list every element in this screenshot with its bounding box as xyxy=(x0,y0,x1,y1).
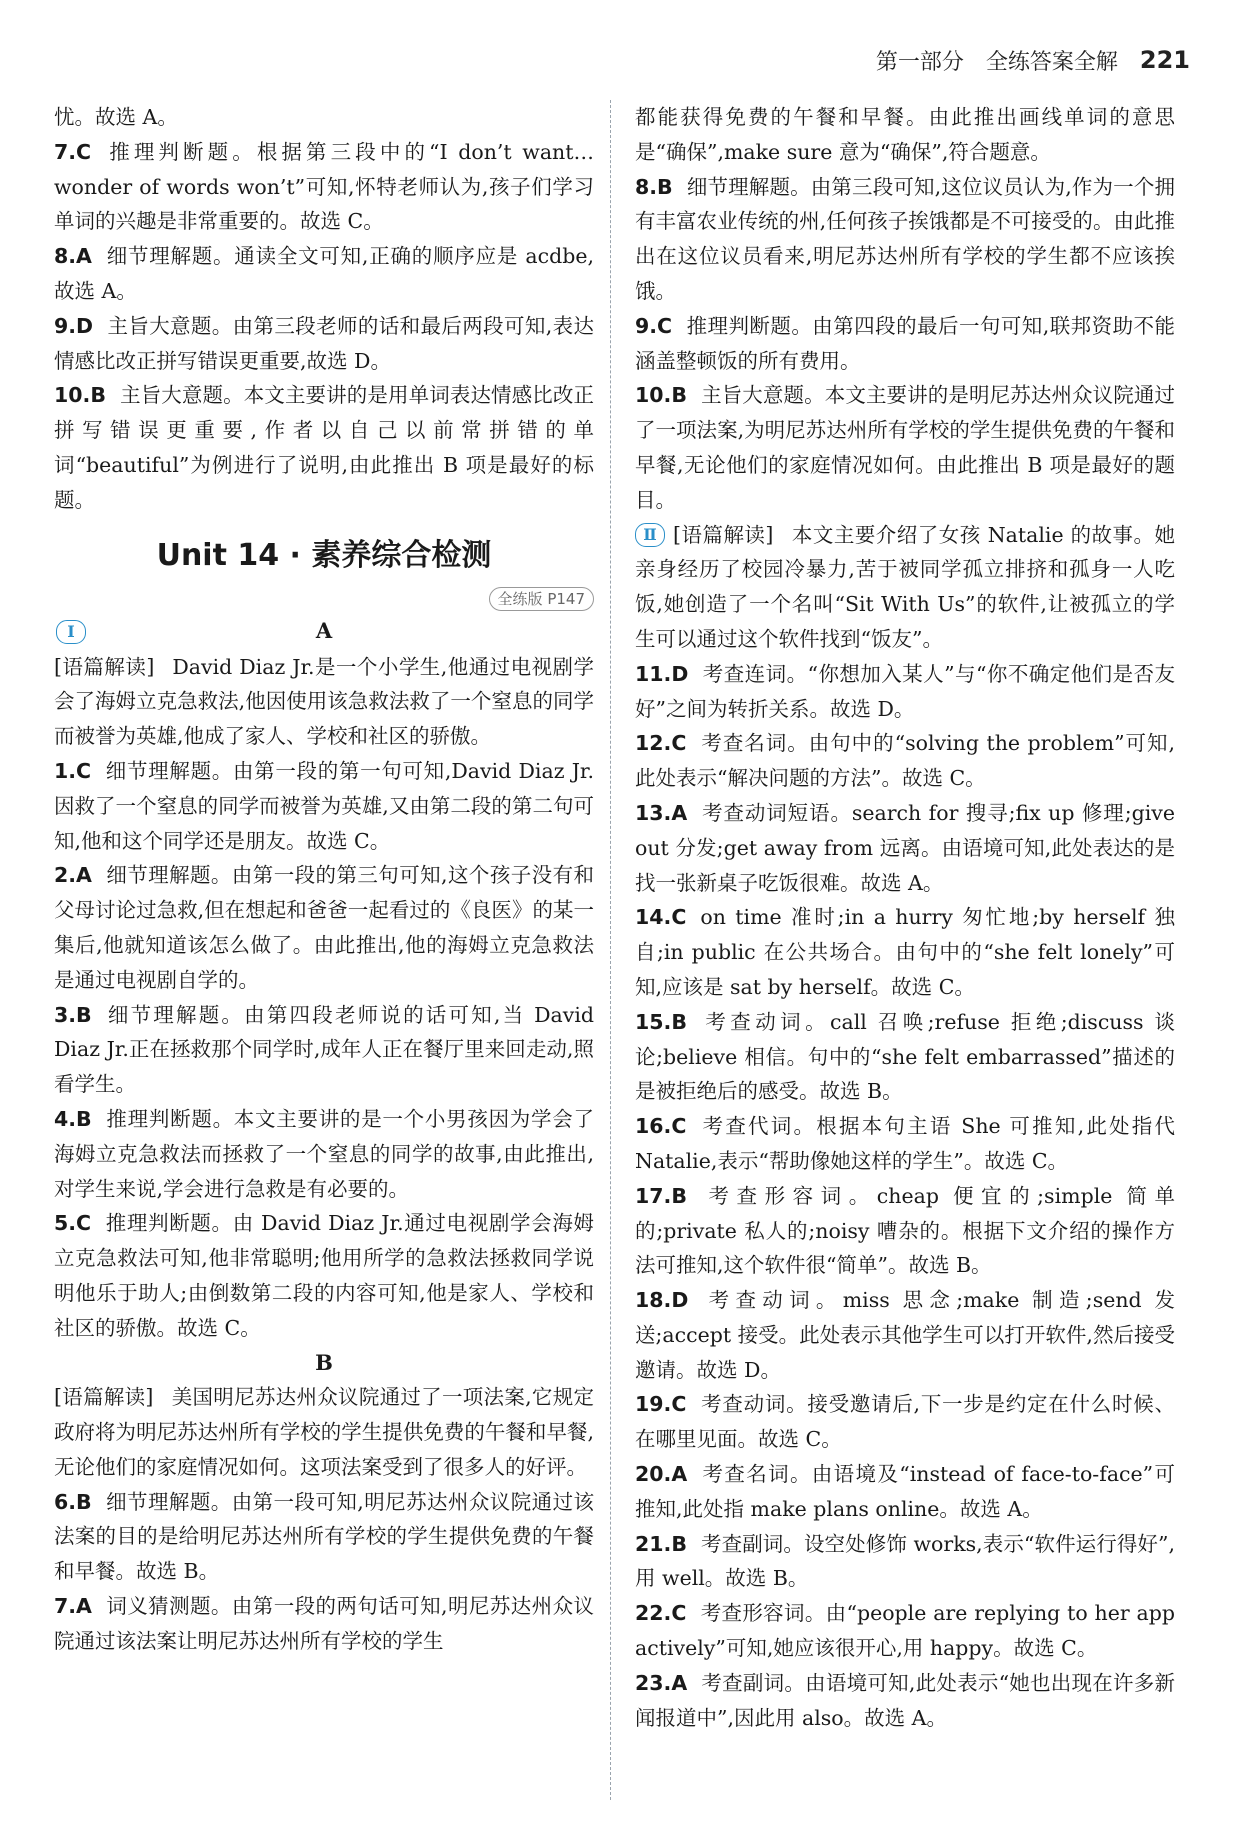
answer-number: 10.B xyxy=(54,383,106,408)
answer-explanation: 考查代词。根据本句主语 She 可推知,此处指代 Natalie,表示“帮助像她这样的学生”。故选 C。 xyxy=(635,1114,1175,1173)
answer-explanation: 主旨大意题。本文主要讲的是明尼苏达州众议院通过了一项法案,为明尼苏达州所有学校的学生提供免费的午餐和早餐,无论他们的家庭情况如何。由此推出 B 项是最好的题目。 xyxy=(635,383,1175,512)
answer-explanation: 考查动词。miss 思念;make 制造;send 发送;accept 接受。此处表示其他学生可以打开软件,然后接受邀请。故选 D。 xyxy=(635,1288,1175,1382)
answer-number: 9.D xyxy=(54,313,94,338)
answer-explanation: 考查名词。由语境及“instead of face-to-face”可推知,此处指 make plans online。故选 A。 xyxy=(635,1462,1175,1521)
passage-tag: [语篇解读] xyxy=(54,1385,154,1410)
answer-number: 12.C xyxy=(635,731,687,756)
answer-number: 3.B xyxy=(54,1002,92,1027)
answer-explanation: 推理判断题。由 David Diaz Jr.通过电视剧学会海姆立克急救法可知,他非常聪明;他用所学的急救法拯救同学说明他乐于助人;由倒数第二段的内容可知,他是家人、学校和社区的骄傲。故选 C。 xyxy=(54,1211,594,1340)
answer-item xyxy=(54,754,594,858)
answer-explanation: 考查形容词。cheap 便宜的;simple 简单的;private 私人的;noisy 嘈杂的。根据下文介绍的操作方法可推知,这个软件很“简单”。故选 B。 xyxy=(635,1183,1175,1278)
answer-number: 1.C xyxy=(54,758,92,783)
answer-item xyxy=(635,726,1175,796)
answer-explanation: 考查动词。call 召唤;refuse 拒绝;discuss 谈论;believe 相信。句中的“she felt embarrassed”描述的是被拒绝后的感受。故选 B。 xyxy=(635,1009,1175,1104)
answer-number: 23.A xyxy=(635,1670,688,1695)
answer-list xyxy=(54,754,594,1346)
answer-list xyxy=(54,1485,594,1659)
answer-item xyxy=(54,1589,594,1659)
answer-explanation: 考查副词。由语境可知,此处表示“她也出现在许多新闻报道中”,因此用 also。故选 A。 xyxy=(635,1670,1175,1730)
answer-item xyxy=(54,1102,594,1206)
answer-item xyxy=(54,1206,594,1345)
answer-item xyxy=(635,1109,1175,1179)
continuation-text: 忧。故选 A。 xyxy=(54,105,178,129)
header-part: 第一部分 xyxy=(875,49,964,75)
answer-number: 14.C xyxy=(635,905,687,930)
passage-text: 本文主要介绍了女孩 Natalie 的故事。她亲身经历了校园冷暴力,苦于被同学孤立排挤和孤身一人吃饭,她创造了一个名叫“Sit With Us”的软件,让被孤立的学生可以通过这个软件找到“饭友”。 xyxy=(635,522,1175,651)
passage-text: David Diaz Jr.是一个小学生,他通过电视剧学会了海姆立克急救法,他因使用该急救法救了一个窒息的同学而被誉为英雄,他成了家人、学校和社区的骄傲。 xyxy=(54,654,595,749)
answer-number: 21.B xyxy=(635,1531,687,1556)
answer-item xyxy=(54,309,594,379)
section-head xyxy=(54,614,594,650)
answer-explanation: 细节理解题。由第三段可知,这位议员认为,作为一个拥有丰富农业传统的州,任何孩子挨饿都是不可接受的。由此推出在这位议员看来,明尼苏达州所有学校的学生都不应该挨饿。 xyxy=(635,174,1175,303)
answer-list xyxy=(54,135,594,518)
answer-explanation: 细节理解题。由第一段的第一句可知,David Diaz Jr.因救了一个窒息的同学而被誉为英雄,又由第二段的第二句可知,他和这个同学还是朋友。故选 C。 xyxy=(54,758,594,853)
passage-text: 美国明尼苏达州众议院通过了一项法案,它规定政府将为明尼苏达州所有学校的学生提供免费的午餐和早餐,无论他们的家庭情况如何。这项法案受到了很多人的好评。 xyxy=(54,1385,594,1479)
answer-item xyxy=(635,378,1175,517)
answer-number: 16.C xyxy=(635,1114,687,1139)
answer-explanation: 考查名词。由句中的“solving the problem”可知,此处表示“解决问题的方法”。故选 C。 xyxy=(635,731,1175,791)
answer-explanation: 细节理解题。由第四段老师说的话可知,当 David Diaz Jr.正在拯救那个同学时,成年人正在餐厅里来回走动,照看学生。 xyxy=(54,1002,594,1097)
answer-explanation: 考查副词。设空处修饰 works,表示“软件运行得好”,用 well。故选 B。 xyxy=(635,1531,1175,1591)
answer-item xyxy=(635,309,1175,379)
passage-letter-b: B xyxy=(315,1349,333,1375)
right-column xyxy=(635,100,1175,1735)
section-numeral-badge: Ⅰ xyxy=(56,620,86,644)
answer-explanation: 考查动词短语。search for 搜寻;fix up 修理;give out 分发;get away from 远离。由语境可知,此处表达的是找一张新桌子吃饭很难。故选 A。 xyxy=(635,800,1175,895)
answer-explanation: 主旨大意题。本文主要讲的是用单词表达情感比改正拼写错误更重要,作者以自己以前常拼错的单词“beautiful”为例进行了说明,由此推出 B 项是最好的标题。 xyxy=(54,383,594,512)
answer-list xyxy=(635,170,1175,518)
answer-item xyxy=(635,796,1175,900)
answer-explanation: 细节理解题。通读全文可知,正确的顺序应是 acdbe,故选 A。 xyxy=(54,244,594,303)
answer-number: 8.B xyxy=(635,174,673,199)
answer-number: 17.B xyxy=(635,1183,687,1208)
answer-item xyxy=(54,135,594,239)
answer-explanation: 考查动词。接受邀请后,下一步是约定在什么时候、在哪里见面。故选 C。 xyxy=(635,1392,1175,1452)
answer-explanation: 细节理解题。由第一段的第三句可知,这个孩子没有和父母讨论过急救,但在想起和爸爸一起看过的《良医》的某一集后,他就知道该怎么做了。由此推出,他的海姆立克急救法是通过电视剧自学的。 xyxy=(54,863,594,992)
answer-item xyxy=(635,1283,1175,1387)
unit-title: Unit 14 · 素养综合检测 xyxy=(156,537,492,573)
answer-number: 15.B xyxy=(635,1009,687,1034)
answer-item xyxy=(635,1666,1175,1736)
passage-tag: [语篇解读] xyxy=(673,522,774,547)
answer-number: 8.A xyxy=(54,244,92,269)
answer-explanation: on time 准时;in a hurry 匆忙地;by herself 独自;in public 在公共场合。由句中的“she felt lonely”可知,应该是 sat by herself。故选 C。 xyxy=(635,905,1175,999)
answer-item xyxy=(635,1005,1175,1109)
answer-explanation: 词义猜测题。由第一段的两句话可知,明尼苏达州众议院通过该法案让明尼苏达州所有学校的学生 xyxy=(54,1594,594,1653)
answer-item xyxy=(54,378,594,517)
answer-item xyxy=(54,1485,594,1589)
section-numeral-badge: Ⅱ xyxy=(635,523,665,547)
answer-number: 9.C xyxy=(635,313,673,338)
passage-letter-a: A xyxy=(315,617,333,643)
reference-row xyxy=(54,580,594,614)
answer-number: 13.A xyxy=(635,800,688,825)
answer-number: 2.A xyxy=(54,863,92,888)
answer-explanation: 推理判断题。根据第三段中的“I don’t want… wonder of words won’t”可知,怀特老师认为,孩子们学习单词的兴趣是非常重要的。故选 C。 xyxy=(54,139,594,234)
answer-number: 10.B xyxy=(635,383,687,408)
answer-number: 18.D xyxy=(635,1288,689,1313)
answer-explanation: 考查形容词。由“people are replying to her app actively”可知,她应该很开心,用 happy。故选 C。 xyxy=(635,1601,1175,1661)
reference-badge: 全练版 P147 xyxy=(489,587,594,611)
answer-item xyxy=(635,900,1175,1004)
answer-explanation: 细节理解题。由第一段可知,明尼苏达州众议院通过该法案的目的是给明尼苏达州所有学校的学生提供免费的午餐和早餐。故选 B。 xyxy=(54,1489,594,1584)
answer-number: 7.C xyxy=(54,139,92,164)
answer-item xyxy=(54,239,594,309)
answer-number: 7.A xyxy=(54,1594,92,1619)
answer-number: 6.B xyxy=(54,1489,92,1514)
passage-ii-intro xyxy=(635,518,1175,657)
passage-b-intro xyxy=(54,1380,594,1484)
passage-a-intro xyxy=(54,650,594,754)
answer-item xyxy=(635,1179,1175,1283)
answer-item xyxy=(635,1387,1175,1457)
answer-item xyxy=(635,170,1175,309)
answer-item xyxy=(635,1457,1175,1527)
answer-number: 20.A xyxy=(635,1462,688,1487)
passage-tag: [语篇解读] xyxy=(54,654,155,679)
answer-list xyxy=(635,657,1175,1736)
answer-explanation: 推理判断题。本文主要讲的是一个小男孩因为学会了海姆立克急救法而拯救了一个窒息的同学的故事,由此推出,对学生来说,学会进行急救是有必要的。 xyxy=(54,1106,594,1201)
answer-item xyxy=(54,858,594,997)
header-book-title: 全练答案全解 xyxy=(985,49,1118,75)
answer-number: 22.C xyxy=(635,1601,687,1626)
answer-number: 11.D xyxy=(635,661,689,686)
answer-explanation: 考查连词。“你想加入某人”与“你不确定他们是否友好”之间为转折关系。故选 D。 xyxy=(635,661,1175,721)
page-header xyxy=(60,40,1190,80)
answer-number: 4.B xyxy=(54,1106,92,1131)
answer-item xyxy=(635,1527,1175,1597)
answer-number: 19.C xyxy=(635,1392,687,1417)
answer-explanation: 主旨大意题。由第三段老师的话和最后两段可知,表达情感比改正拼写错误更重要,故选 D。 xyxy=(54,313,594,373)
continuation-text: 都能获得免费的午餐和早餐。由此推出画线单词的意思是“确保”,make sure 意为“确保”,符合题意。 xyxy=(635,105,1175,164)
column-divider xyxy=(610,100,611,1800)
answer-item xyxy=(635,657,1175,727)
answer-explanation: 推理判断题。由第四段的最后一句可知,联邦资助不能涵盖整顿饭的所有费用。 xyxy=(635,313,1175,373)
answer-item xyxy=(54,998,594,1102)
answer-number: 5.C xyxy=(54,1211,92,1236)
answer-item xyxy=(635,1596,1175,1666)
left-column xyxy=(54,100,594,1659)
page-number: 221 xyxy=(1139,46,1190,74)
